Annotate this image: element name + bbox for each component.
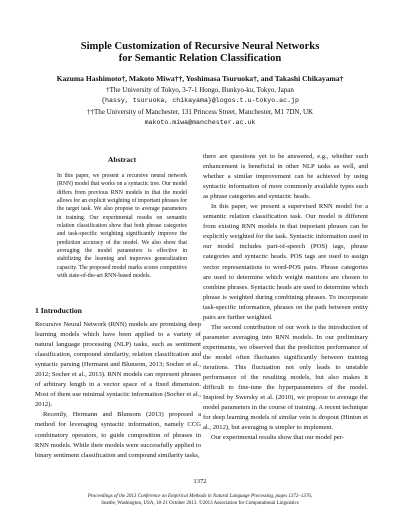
email-manchester: makoto.miwa@manchester.ac.uk xyxy=(144,119,256,126)
right-column-body xyxy=(203,152,368,443)
left-column-body xyxy=(35,320,201,461)
author-list: Kazuma Hashimoto†, Makoto Miwa††, Yoshimasa Tsuruoka†, and Takashi Chikayama† xyxy=(56,74,344,83)
footer-line-2: Seattle, Washington, USA, 18-21 October 2013. ©2013 Association for Computational Linguistics xyxy=(101,501,299,506)
affiliation-tokyo: †The University of Tokyo, 3-7-1 Hongo, Bunkyo-ku, Tokyo, Japan xyxy=(106,86,294,94)
footer-line-1: Proceedings of the 2013 Conference on Empirical Methods in Natural Language Processing, pages 1372–1376, xyxy=(87,494,313,499)
right-paragraph-3: The second contribution of our work is the introduction of parameter averaging into RNN models. In our preliminary experiments, we observed that the prediction performance of the model often fluctuates significantly between training iterations. This fluctuation not only leads to unstable performance of the resulting models, but also makes it difficult to fine-tune the hyperparameters of the model. Inspired by Swersky et al. (2010), we propose to average the model parameters in the course of training. A recent technique for deep learning models of similar vein is dropout (Hinton et al., 2012), but averaging is simpler to implement. xyxy=(203,323,368,432)
abstract-body: In this paper, we present a recursive neural network (RNN) model that works on a syntactic tree. Our model differs from previous RNN models in that the model allows for an explicit weighting of important phrases for the target task. We also propose to average parameters in training. Our experimental results on semantic relation classification show that both phrase categories and task-specific weighting significantly improve the prediction accuracy of the model. We also show that averaging the model parameters is effective in stabilizing the learning and improves generalization capacity. The proposed model marks scores competitive with state-of-the-art RNN-based models. xyxy=(57,173,187,280)
abstract-heading: Abstract xyxy=(107,155,137,164)
email-tokyo: {hassy, tsuruoka, chikayama}@logos.t.u-tokyo.ac.jp xyxy=(101,97,299,104)
paper-title-line-1: Simple Customization of Recursive Neural Networks xyxy=(80,41,320,52)
intro-paragraph-1: Recursive Neural Network (RNN) models are promising deep learning models which have been applied to a variety of natural language processing (NLP) tasks, such as sentiment classification, compound similarity, relation classification and syntactic parsing (Hermann and Blunsom, 2013; Socher et al., 2012; Socher et al., 2013). RNN models can represent phrases of arbitrary length in a vector space of a fixed dimension. Most of them use minimal syntactic information (Socher et al., 2012). xyxy=(35,321,201,409)
section-heading-introduction: 1 Introduction xyxy=(35,306,82,315)
paper-title-line-2: for Semantic Relation Classification xyxy=(118,53,282,64)
right-paragraph-2: In this paper, we present a supervised RNN model for a semantic relation classification task. Our model is different from existing RNN models in that important phrases can be explicitly weighted for the task. Syntactic information used in our model includes part-of-speech (POS) tags, phrase categories and syntactic heads. POS tags are used to assign vector representations to word-POS pairs. Phrase categories are used to determine which weight matrices are chosen to combine phrases. Syntactic heads are used to determine which phrase is weighted during combining phrases. To incorporate task-specific information, phrases on the path between entity pairs are further weighted. xyxy=(203,203,368,321)
affiliation-manchester: ††The University of Manchester, 131 Princess Street, Manchester, M1 7DN, UK xyxy=(86,108,314,116)
right-paragraph-1: there are questions yet to be answered, e.g., whether such enhancement is beneficial in other NLP tasks as well, and whether a similar improvement can be achieved by using syntactic information of more commonly available types such as phrase categories and syntactic heads. xyxy=(203,153,368,201)
page-number: 1372 xyxy=(193,478,207,485)
intro-paragraph-2: Recently, Hermann and Blunsom (2013) proposed a method for leveraging syntactic information, namely CCG combinatory operators, to guide composition of phrases in RNN models. While their models were successfully applied to binary sentiment classification and compound similarity tasks, xyxy=(35,411,201,459)
right-paragraph-4: Our experimental results show that our model per- xyxy=(211,434,344,442)
proceedings-footer xyxy=(0,493,400,507)
